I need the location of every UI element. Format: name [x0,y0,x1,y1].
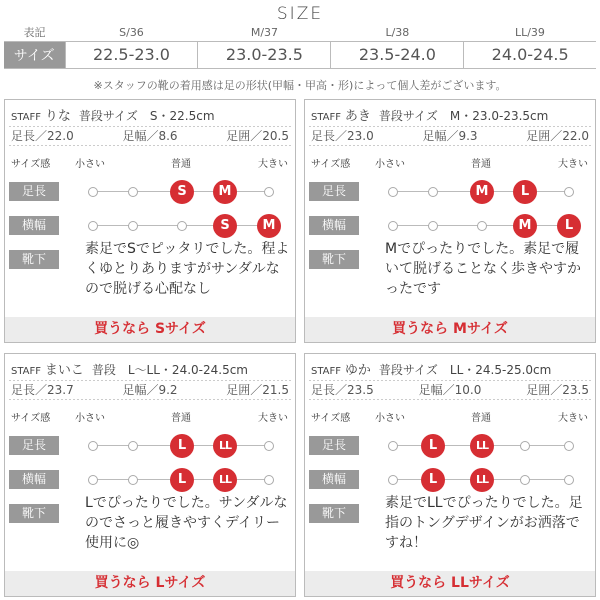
foot-width: 足幅／9.2 [122,383,178,397]
foot-girth: 足囲／22.0 [526,129,589,143]
row-label-width: 横幅 [9,216,59,235]
size-fit-marker: LL [213,468,237,492]
scale-dot [128,441,138,451]
scale-mid-label: 普通 [171,413,191,424]
size-fit-marker: M [513,214,537,238]
row-label-width: 横幅 [309,216,359,235]
foot-measurements [309,126,591,146]
foot-girth: 足囲／20.5 [226,129,289,143]
staff-line [11,359,248,378]
page-title: SIZE [276,4,324,24]
scale-header [5,409,295,423]
foot-length: 足長／23.5 [311,383,374,397]
size-table-value-row [4,41,596,68]
scale-dot [88,441,98,451]
scale-header-label: サイズ感 [311,413,351,424]
staff-name: まいこ [44,363,84,378]
size-header-cell: L/38 [385,25,410,39]
scale-dot [388,187,398,197]
size-fit-marker: L [170,434,194,458]
scale-dot [520,441,530,451]
scale-dot [477,221,487,231]
size-value-cell: 24.0-24.5 [464,41,596,68]
foot-measurements [9,380,291,400]
length-scale [387,180,579,204]
size-table [4,24,596,69]
staff-line [11,105,215,124]
scale-header [305,409,595,423]
staff-name: あき [344,109,371,124]
size-fit-marker: LL [470,434,494,458]
usual-size: 普段サイズ S・22.5cm [78,109,215,123]
staff-label: STAFF [311,112,342,123]
length-scale [87,434,279,458]
size-fit-marker: M [257,214,281,238]
usual-size: 普段 L～LL・24.0-24.5cm [91,363,248,377]
scale-dot [88,221,98,231]
scale-dot [428,221,438,231]
scale-header [5,155,295,169]
scale-dot [128,475,138,485]
scale-small-label: 小さい [75,159,105,170]
foot-width: 足幅／8.6 [122,129,178,143]
scale-small-label: 小さい [375,413,405,424]
scale-dot [128,221,138,231]
foot-width: 足幅／9.3 [422,129,478,143]
staff-label: STAFF [11,112,42,123]
width-scale [387,214,579,238]
size-header-cell: S/36 [119,25,144,39]
scale-header-label: サイズ感 [11,413,51,424]
staff-card [4,99,296,343]
row-label-length: 足長 [309,182,359,201]
size-fit-marker: LL [470,468,494,492]
scale-dot [177,221,187,231]
size-fit-marker: L [170,468,194,492]
row-label-sock: 靴下 [309,504,359,523]
scale-dot [564,187,574,197]
staff-card [304,353,596,597]
width-scale [87,214,279,238]
foot-length: 足長／22.0 [11,129,74,143]
staff-name: ゆか [344,363,371,378]
scale-dot [388,441,398,451]
staff-label: STAFF [311,366,342,377]
scale-dot [264,441,274,451]
size-fit-marker: S [213,214,237,238]
staff-card [4,353,296,597]
scale-dot [264,187,274,197]
scale-mid-label: 普通 [471,159,491,170]
scale-big-label: 大きい [258,413,288,424]
size-recommendation: 買うなら Sサイズ [5,317,295,342]
size-recommendation: 買うなら Mサイズ [305,317,595,342]
foot-width: 足幅／10.0 [418,383,482,397]
size-fit-marker: S [170,180,194,204]
size-header-cell: LL/39 [514,25,545,39]
staff-line [311,105,548,124]
size-table-row-label: サイズ [4,41,65,68]
scale-dot [564,441,574,451]
scale-dot [388,221,398,231]
usual-size: 普段サイズ LL・24.5-25.0cm [378,363,552,377]
size-header-cell: M/37 [250,25,279,39]
width-scale [87,468,279,492]
scale-big-label: 大きい [258,159,288,170]
scale-small-label: 小さい [75,413,105,424]
scale-mid-label: 普通 [471,413,491,424]
foot-length: 足長／23.7 [11,383,74,397]
size-fit-marker: L [421,434,445,458]
size-fit-marker: L [421,468,445,492]
foot-length: 足長／23.0 [311,129,374,143]
scale-dot [88,187,98,197]
scale-header-label: サイズ感 [11,159,51,170]
foot-girth: 足囲／21.5 [226,383,289,397]
row-label-sock: 靴下 [9,504,59,523]
size-value-cell: 22.5-23.0 [65,41,198,68]
scale-header-label: サイズ感 [311,159,351,170]
size-fit-marker: L [557,214,581,238]
row-label-length: 足長 [9,436,59,455]
row-label-length: 足長 [309,436,359,455]
staff-line [311,359,551,378]
scale-header [305,155,595,169]
foot-measurements [9,126,291,146]
scale-big-label: 大きい [558,159,588,170]
size-value-cell: 23.5-24.0 [331,41,464,68]
staff-name: りな [44,109,71,124]
scale-dot [428,187,438,197]
scale-dot [264,475,274,485]
size-recommendation: 買うなら LLサイズ [305,571,595,596]
row-label-sock: 靴下 [9,250,59,269]
staff-comment: Lでぴったりでした。サンダルなのでさっと履きやすくデイリー使用に◎ [85,495,288,551]
row-label-sock: 靴下 [309,250,359,269]
row-label-width: 横幅 [9,470,59,489]
staff-comment: Mでぴったりでした。素足で履いて脱げることなく歩きやすかったです [385,241,581,297]
size-value-cell: 23.0-23.5 [198,41,331,68]
size-table-header-label: 表記 [23,26,46,40]
staff-label: STAFF [11,366,42,377]
scale-small-label: 小さい [375,159,405,170]
row-label-width: 横幅 [309,470,359,489]
usual-size: 普段サイズ M・23.0-23.5cm [378,109,549,123]
staff-comment: 素足でSでピッタリでした。程よくゆとりありますがサンダルなので脱げる心配なし [85,241,290,297]
length-scale [387,434,579,458]
size-fit-marker: LL [213,434,237,458]
size-fit-marker: M [470,180,494,204]
scale-dot [128,187,138,197]
staff-comment: 素足でLLでぴったりでした。足指のトングデザインがお洒落ですね！ [385,495,583,551]
scale-big-label: 大きい [558,413,588,424]
foot-measurements [309,380,591,400]
scale-dot [388,475,398,485]
scale-mid-label: 普通 [171,159,191,170]
scale-dot [520,475,530,485]
scale-dot [564,475,574,485]
row-label-length: 足長 [9,182,59,201]
size-table-header-row [4,24,596,41]
staff-card [304,99,596,343]
size-fit-marker: M [213,180,237,204]
scale-dot [88,475,98,485]
fit-disclaimer-note: ※スタッフの靴の着用感は足の形状(甲幅・甲高・形)によって個人差がございます。 [93,79,507,92]
length-scale [87,180,279,204]
foot-girth: 足囲／23.5 [526,383,589,397]
width-scale [387,468,579,492]
size-recommendation: 買うなら Lサイズ [5,571,295,596]
size-fit-marker: L [513,180,537,204]
